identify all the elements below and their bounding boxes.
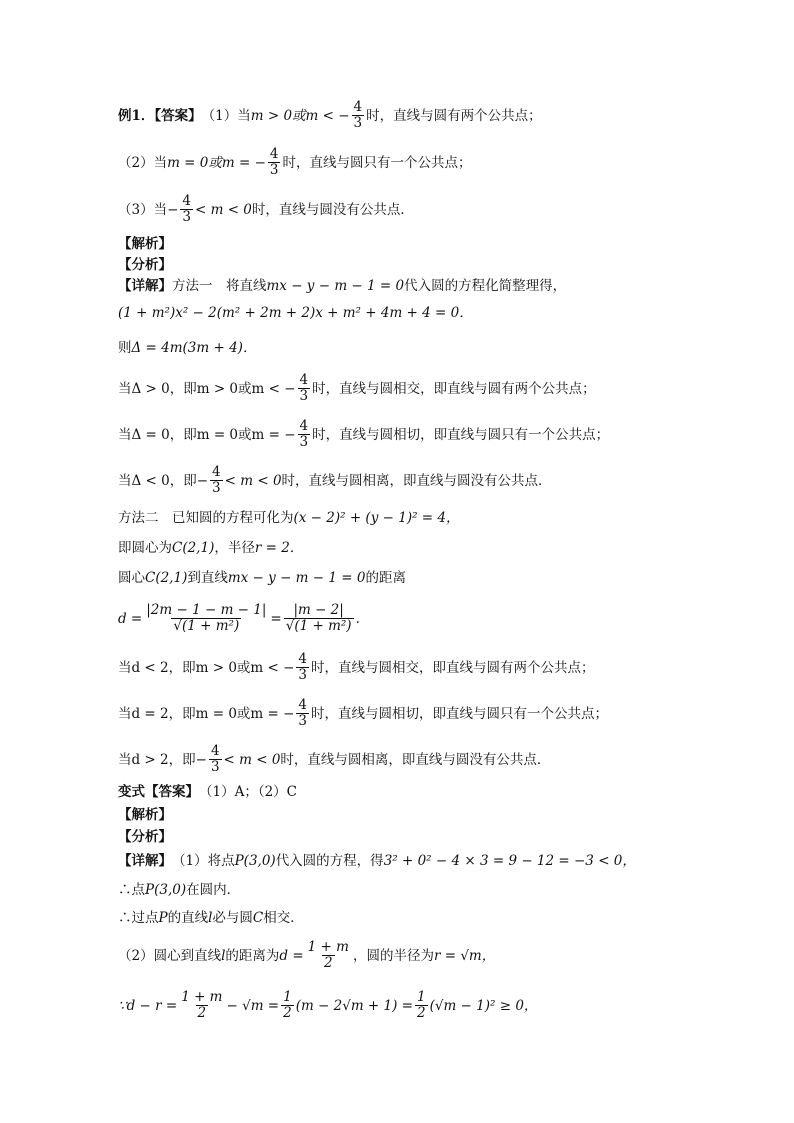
line-delta-zero: 当Δ = 0，即m = 0或m = − $\frac{4}{3}$ 时，直线与圆相切，即直线与圆只有一个公共点； xyxy=(118,418,610,450)
fraction: $\frac{4}{3}$ xyxy=(182,193,191,225)
fraction: $\frac{1 + m}{2}$ xyxy=(307,939,349,971)
line-line-intersects: ∴过点 P 的直线 l 必与圆 C 相交． xyxy=(118,910,304,926)
fraction: $\frac{|m - 2|}{\text{√(1 + m²)}}$ xyxy=(285,602,352,634)
line-delta-positive: 当Δ > 0，即m > 0或m < − $\frac{4}{3}$ 时，直线与圆相交，即直线与圆有两个公共点； xyxy=(118,372,596,404)
fraction: $\frac{1}{2}$ xyxy=(417,989,426,1021)
variant-label: 变式【答案】 xyxy=(118,784,199,800)
fraction: $\frac{4}{3}$ xyxy=(269,146,279,178)
line-delta-negative: 当Δ < 0，即− $\frac{4}{3}$ < m < 0 时，直线与圆相离，即直线与圆没有公共点． xyxy=(118,464,552,496)
line-quadratic-equation: (1 + m²)x² − 2(m² + 2m + 2)x + m² + 4m + 4 = 0． xyxy=(118,305,473,321)
example1-label: 例1．【答案】 xyxy=(118,107,202,124)
fraction: $\frac{|2m - 1 - m - 1|}{\text{√(1 + m²)}}$ xyxy=(146,602,267,634)
section-fenxi: 【分析】 xyxy=(118,257,172,273)
line-center-radius: 即圆心为 C(2,1) ，半径 r = 2． xyxy=(118,540,304,556)
line-d-greater-2: 当d > 2，即− $\frac{4}{3}$ < m < 0 时，直线与圆相离，即直线与圆没有公共点． xyxy=(118,743,551,775)
section-jiexi: 【解析】 xyxy=(118,236,172,252)
fraction: $\frac{4}{3}$ xyxy=(353,99,363,131)
fraction: $\frac{4}{3}$ xyxy=(212,464,221,496)
line-d-minus-r: ∵d − r = $\frac{1 + m}{2}$ − √m = $\frac{1}{2}$ (m − 2√m + 1) = $\frac{1}{2}$ (√m − 1)² ≥ 0， xyxy=(118,989,538,1021)
line-point-inside: ∴点 P(3,0) 在圆内． xyxy=(118,882,241,898)
line-d-less-2: 当d < 2，即m > 0或m < − $\frac{4}{3}$ 时，直线与圆相交，即直线与圆有两个公共点； xyxy=(118,651,595,683)
line-variant-answer: 变式【答案】 （1）A；（2）C xyxy=(118,784,298,800)
fraction: $\frac{4}{3}$ xyxy=(210,743,220,775)
fraction: $\frac{4}{3}$ xyxy=(299,418,309,450)
section-fenxi-2: 【分析】 xyxy=(118,829,172,845)
fraction: $\frac{1 + m}{2}$ xyxy=(181,989,223,1021)
line-method1: 【详解】 方法一 将直线 mx − y − m − 1 = 0 代入圆的方程化简整理得， xyxy=(118,278,567,294)
line-method2: 方法二 已知圆的方程可化为 (x − 2)² + (y − 1)² = 4， xyxy=(118,510,460,526)
fraction: $\frac{4}{3}$ xyxy=(299,372,309,404)
section-jiexi-2: 【解析】 xyxy=(118,807,172,823)
line-d-equal-2: 当d = 2，即m = 0或m = − $\frac{4}{3}$ 时，直线与圆相切，即直线与圆只有一个公共点； xyxy=(118,697,609,729)
line-answer2: （2）当 m = 0或m = − $\frac{4}{3}$ 时，直线与圆只有一个公共点； xyxy=(118,146,472,178)
line-example1-answer: 例1．【答案】 （1）当 m > 0或m < − $\frac{4}{3}$ 时，直线与圆有两个公共点； xyxy=(118,99,542,131)
line-substitute-point: 【详解】 （1）将点 P(3,0) 代入圆的方程，得 3² + 0² − 4 × 3 = 9 − 12 = −3 < 0， xyxy=(118,853,636,869)
fraction: $\frac{1}{2}$ xyxy=(283,989,292,1021)
fraction: $\frac{4}{3}$ xyxy=(298,697,308,729)
line-distance-radius: （2）圆心到直线 l 的距离为 d = $\frac{1 + m}{2}$ ，圆的半径为 r = √m， xyxy=(118,939,496,971)
line-discriminant: 则 Δ = 4m(3m + 4)． xyxy=(118,340,257,356)
line-distance-formula: d = $\frac{|2m - 1 - m - 1|}{\text{√(1 + m²)}}$ = $\frac{|m - 2|}{\text{√(1 + m²)}}$ ． xyxy=(118,602,370,634)
line-distance-intro: 圆心 C(2,1) 到直线 mx − y − m − 1 = 0 的距离 xyxy=(118,570,406,586)
fraction: $\frac{4}{3}$ xyxy=(298,651,308,683)
line-answer3: （3）当− $\frac{4}{3}$ < m < 0 时，直线与圆没有公共点． xyxy=(118,193,414,225)
